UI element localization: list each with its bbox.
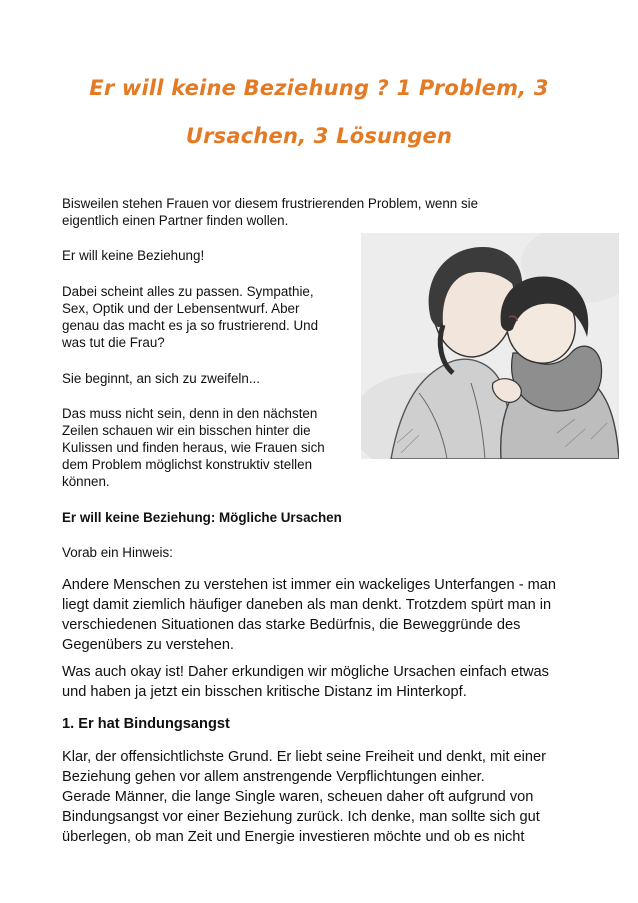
paragraph-line: Gegenübers zu verstehen. <box>62 637 234 653</box>
couple-sketch-illustration <box>361 233 619 459</box>
paragraph-line: liegt damit ziemlich häufiger daneben als man denkt. Trotzdem spürt man in <box>62 597 552 613</box>
paragraph-line: Gerade Männer, die lange Single waren, scheuen daher oft aufgrund von <box>62 789 534 805</box>
statement-text: Er will keine Beziehung! <box>62 248 205 263</box>
title-line-1: Er will keine Beziehung ? 1 Problem, 3 <box>89 76 549 100</box>
document-title <box>62 64 576 160</box>
paragraph-line: Zeilen schauen wir ein bisschen hinter die <box>62 423 311 438</box>
paragraph-line: Kulissen und finden heraus, wie Frauen sich <box>62 440 325 455</box>
title-line-2: Ursachen, 3 Lösungen <box>185 124 453 148</box>
paragraph-line: Klar, der offensichtlichste Grund. Er liebt seine Freiheit und denkt, mit einer <box>62 749 547 765</box>
hint-text: Vorab ein Hinweis: <box>62 545 173 560</box>
paragraph-line: Sex, Optik und der Lebensentwurf. Aber <box>62 301 300 316</box>
paragraph-line: Was auch okay ist! Daher erkundigen wir mögliche Ursachen einfach etwas <box>62 664 549 680</box>
paragraph-line: was tut die Frau? <box>62 335 165 350</box>
paragraph-line: können. <box>62 474 110 489</box>
paragraph-line: und haben ja jetzt ein bisschen kritische Distanz im Hinterkopf. <box>62 684 467 700</box>
paragraph-line: Beziehung gehen vor allem anstrengende Verpflichtungen einher. <box>62 769 485 785</box>
paragraph-line: verschiedenen Situationen das starke Bedürfnis, die Beweggründe des <box>62 617 521 633</box>
paragraph-line: dem Problem möglichst konstruktiv stellen <box>62 457 313 472</box>
paragraph-line: Das muss nicht sein, denn in den nächsten <box>62 406 318 421</box>
paragraph-line: Dabei scheint alles zu passen. Sympathie, <box>62 284 314 299</box>
intro-line-1: Bisweilen stehen Frauen vor diesem frustrierenden Problem, wenn sie <box>62 196 479 211</box>
doubt-text: Sie beginnt, an sich zu zweifeln... <box>62 371 260 386</box>
paragraph-line: Andere Menschen zu verstehen ist immer ein wackeliges Unterfangen - man <box>62 577 556 593</box>
paragraph-line: genau das macht es ja so frustrierend. Und <box>62 318 319 333</box>
section-heading-bindungsangst: 1. Er hat Bindungsangst <box>62 716 230 732</box>
paragraph-line: überlegen, ob man Zeit und Energie investieren möchte und ob es nicht <box>62 829 525 845</box>
paragraph-line: Bindungsangst vor einer Beziehung zurück. Ich denke, man sollte sich gut <box>62 809 540 825</box>
section-heading: Er will keine Beziehung: Mögliche Ursachen <box>62 510 342 525</box>
intro-line-2: eigentlich einen Partner finden wollen. <box>62 213 289 228</box>
